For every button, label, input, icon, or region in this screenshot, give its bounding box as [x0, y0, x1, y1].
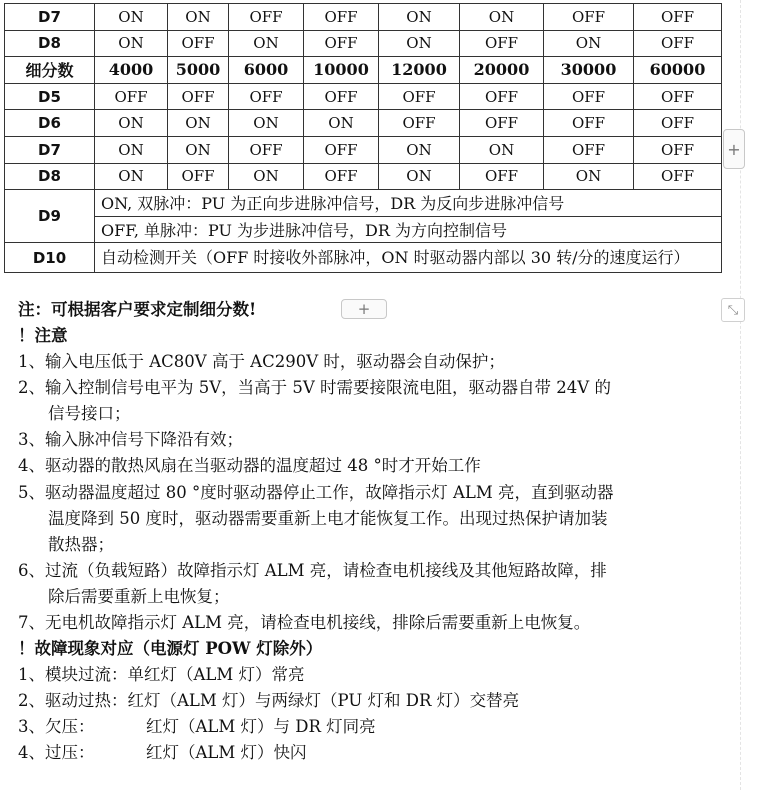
- row-label: D6: [5, 110, 95, 137]
- table-cell: OFF: [379, 83, 460, 110]
- table-cell: ON: [229, 110, 304, 137]
- attention-item: 4、驱动器的散热风扇在当驱动器的温度超过 48 °时才开始工作: [18, 456, 481, 475]
- add-column-button[interactable]: +: [723, 129, 745, 169]
- table-row: [5, 110, 722, 137]
- table-cell: ON: [95, 110, 168, 137]
- row-label: D8: [5, 30, 95, 57]
- table-cell: ON: [544, 30, 634, 57]
- fault-desc: 单红灯（ALM 灯）常亮: [127, 665, 305, 684]
- fault-item: [18, 689, 519, 713]
- table-cell: OFF: [544, 4, 634, 31]
- attention-item: 6、过流（负载短路）故障指示灯 ALM 亮，请检查电机接线及其他短路故障，排: [18, 561, 607, 580]
- attention-title: ！注意: [18, 326, 68, 345]
- table-cell: OFF: [379, 110, 460, 137]
- table-cell: OFF: [304, 30, 379, 57]
- table-cell: 20000: [460, 57, 544, 84]
- fault-name: 4、过压：: [18, 743, 95, 762]
- table-row: [5, 83, 722, 110]
- table-cell: ON: [168, 110, 229, 137]
- table-cell: OFF: [634, 4, 722, 31]
- table-cell: OFF: [95, 83, 168, 110]
- table-cell: OFF: [229, 136, 304, 163]
- table-row: [5, 136, 722, 163]
- fault-desc: 红灯（ALM 灯）快闪: [146, 743, 307, 762]
- table-row: [5, 163, 722, 190]
- fault-item: [18, 715, 376, 739]
- table-row: [5, 216, 722, 243]
- fault-desc: 红灯（ALM 灯）与两绿灯（PU 灯和 DR 灯）交替亮: [127, 691, 520, 710]
- attention-item-cont: 信号接口；: [48, 404, 131, 423]
- table-cell: OFF: [460, 110, 544, 137]
- table-cell: ON: [95, 4, 168, 31]
- table-cell: OFF: [634, 83, 722, 110]
- table-row: [5, 243, 722, 273]
- table-cell: 30000: [544, 57, 634, 84]
- table-cell: OFF: [544, 83, 634, 110]
- table-cell: OFF: [460, 83, 544, 110]
- fault-name: 2、驱动过热：: [18, 691, 128, 710]
- table-cell: ON: [379, 163, 460, 190]
- table-cell: 6000: [229, 57, 304, 84]
- table-cell: 4000: [95, 57, 168, 84]
- table-cell: OFF: [544, 136, 634, 163]
- table-cell: ON: [304, 110, 379, 137]
- table-cell: ON: [168, 4, 229, 31]
- table-cell: ON: [379, 4, 460, 31]
- table-row: [5, 30, 722, 57]
- table-cell: ON: [379, 30, 460, 57]
- table-cell: OFF: [460, 30, 544, 57]
- table-cell: OFF: [304, 163, 379, 190]
- dip-switch-table: [4, 3, 722, 273]
- d10-auto-test: 自动检测开关（OFF 时接收外部脉冲，ON 时驱动器内部以 30 转/分的速度运行）: [95, 243, 722, 273]
- custom-subdivision-note: 注：可根据客户要求定制细分数!: [18, 300, 257, 319]
- d9-single-pulse: OFF, 单脉冲：PU 为步进脉冲信号，DR 为方向控制信号: [95, 216, 722, 243]
- table-cell: 10000: [304, 57, 379, 84]
- table-cell: 12000: [379, 57, 460, 84]
- table-cell: OFF: [168, 163, 229, 190]
- row-label: 细分数: [5, 57, 95, 84]
- d9-double-pulse: ON, 双脉冲：PU 为正向步进脉冲信号，DR 为反向步进脉冲信号: [95, 190, 722, 217]
- table-cell: OFF: [634, 163, 722, 190]
- table-cell: ON: [460, 4, 544, 31]
- expand-icon[interactable]: ⤡: [721, 298, 745, 322]
- table-cell: ON: [95, 163, 168, 190]
- table-row: [5, 190, 722, 217]
- table-cell: ON: [229, 30, 304, 57]
- table-cell: OFF: [634, 30, 722, 57]
- table-cell: OFF: [168, 30, 229, 57]
- table-cell: ON: [168, 136, 229, 163]
- attention-item: 3、输入脉冲信号下降沿有效；: [18, 430, 243, 449]
- attention-item: 7、无电机故障指示灯 ALM 亮，请检查电机接线，排除后需要重新上电恢复。: [18, 613, 591, 632]
- fault-item: [18, 741, 307, 765]
- table-cell: OFF: [304, 136, 379, 163]
- attention-item-cont: 散热器；: [48, 535, 114, 554]
- table-cell: ON: [95, 136, 168, 163]
- row-label: D7: [5, 4, 95, 31]
- table-cell: OFF: [460, 163, 544, 190]
- table-cell: 5000: [168, 57, 229, 84]
- attention-item: 2、输入控制信号电平为 5V，当高于 5V 时需要接限流电阻，驱动器自带 24V 的: [18, 378, 611, 397]
- fault-name: 1、模块过流：: [18, 665, 128, 684]
- table-cell: ON: [95, 30, 168, 57]
- table-cell: OFF: [634, 110, 722, 137]
- table-cell: OFF: [229, 4, 304, 31]
- table-cell: OFF: [168, 83, 229, 110]
- attention-item-cont: 温度降到 50 度时，驱动器需要重新上电才能恢复工作。出现过热保护请加装: [48, 509, 608, 528]
- row-label: D5: [5, 83, 95, 110]
- table-cell: 60000: [634, 57, 722, 84]
- fault-desc: 红灯（ALM 灯）与 DR 灯同亮: [146, 717, 376, 736]
- fault-name: 3、欠压：: [18, 717, 95, 736]
- table-cell: OFF: [304, 4, 379, 31]
- attention-item-cont: 除后需要重新上电恢复；: [48, 587, 230, 606]
- row-label: D8: [5, 163, 95, 190]
- table-row: [5, 57, 722, 84]
- fault-item: [18, 663, 305, 687]
- row-label: D10: [5, 243, 95, 273]
- table-cell: ON: [229, 163, 304, 190]
- attention-item: 1、输入电压低于 AC80V 高于 AC290V 时，驱动器会自动保护；: [18, 352, 505, 371]
- table-cell: ON: [460, 136, 544, 163]
- row-label: D9: [5, 190, 95, 243]
- table-row: [5, 4, 722, 31]
- table-cell: OFF: [544, 110, 634, 137]
- fault-title: ！故障现象对应（电源灯 POW 灯除外）: [18, 639, 323, 658]
- table-cell: OFF: [634, 136, 722, 163]
- table-cell: ON: [379, 136, 460, 163]
- table-cell: OFF: [304, 83, 379, 110]
- add-row-button[interactable]: +: [341, 299, 387, 319]
- row-label: D7: [5, 136, 95, 163]
- attention-item: 5、驱动器温度超过 80 °度时驱动器停止工作，故障指示灯 ALM 亮，直到驱动器: [18, 483, 614, 502]
- table-cell: ON: [544, 163, 634, 190]
- table-cell: OFF: [229, 83, 304, 110]
